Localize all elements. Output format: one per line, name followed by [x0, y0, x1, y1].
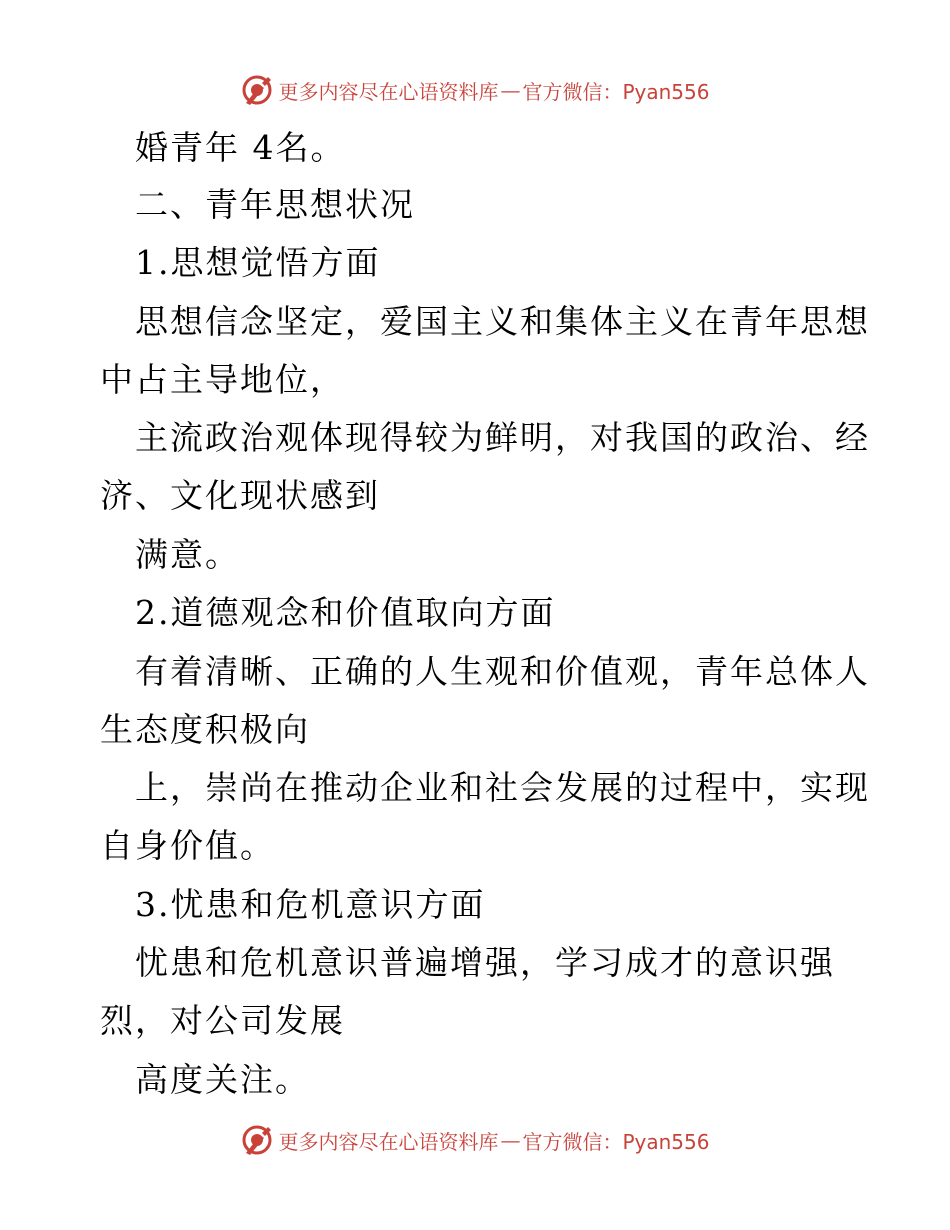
text-line: 忧患和危机意识普遍增强，学习成才的意识强	[135, 943, 835, 982]
text-line: 中占主导地位，	[100, 360, 345, 399]
text-line: 自身价值。	[100, 826, 275, 865]
text-line: 有着清晰、正确的人生观和价值观，青年总体人	[135, 652, 870, 691]
footer-separator: —	[500, 1128, 521, 1152]
text-line: 烈，对公司发展	[100, 1001, 345, 1040]
text-line: 生态度积极向	[100, 710, 310, 749]
header-brand-text: 更多内容尽在心语资料库	[278, 79, 499, 104]
text-line: 济、文化现状感到	[100, 476, 380, 515]
subsection-heading: 2.道德观念和价值取向方面	[135, 593, 556, 632]
section-heading: 二、青年思想状况	[135, 185, 415, 224]
pen-logo-icon	[240, 73, 274, 107]
subsection-heading: 3.忧患和危机意识方面	[135, 885, 486, 924]
pen-logo-icon	[240, 1123, 274, 1157]
text-line: 高度关注。	[135, 1060, 310, 1099]
text-line: 思想信念坚定，爱国主义和集体主义在青年思想	[135, 302, 870, 341]
footer-watermark	[0, 1120, 950, 1160]
footer-contact-text: 官方微信：Pyan556	[522, 1129, 710, 1154]
header-contact-text: 官方微信：Pyan556	[522, 79, 710, 104]
text-line: 婚青年 4名。	[135, 128, 346, 167]
header-watermark	[0, 70, 950, 110]
text-line: 主流政治观体现得较为鲜明，对我国的政治、经	[135, 418, 870, 457]
header-separator: —	[500, 78, 521, 102]
footer-brand-text: 更多内容尽在心语资料库	[278, 1129, 499, 1154]
text-line: 满意。	[135, 535, 240, 574]
text-line: 上，崇尚在推动企业和社会发展的过程中，实现	[135, 768, 870, 807]
subsection-heading: 1.思想觉悟方面	[135, 243, 381, 282]
